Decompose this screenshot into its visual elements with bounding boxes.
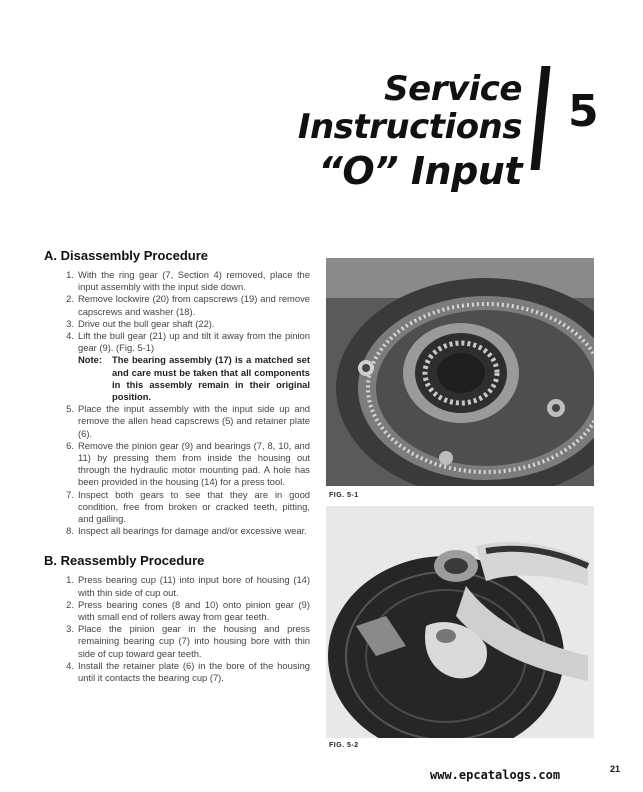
step-text: Install the retainer plate (6) in the bore of the housing until it contacts the bearing cup (7).: [78, 659, 310, 684]
step-number: 2.: [66, 293, 74, 305]
section-b-steps: [44, 574, 310, 684]
list-item: [44, 525, 310, 537]
section-a-steps-continued: [44, 403, 310, 537]
step-number: 1.: [66, 574, 74, 586]
figure-5-1-caption: FIG. 5-1: [329, 492, 359, 499]
step-text: With the ring gear (7, Section 4) removed, place the input assembly with the input side down.: [78, 269, 310, 293]
step-number: 6.: [66, 439, 74, 451]
list-item: [44, 623, 310, 660]
step-number: 1.: [66, 269, 74, 280]
step-number: 5.: [66, 403, 74, 415]
step-text: Lift the bull gear (21) up and tilt it away from the pinion gear (9). (Fig. 5-1): [78, 330, 310, 354]
section-a-heading: A. Disassembly Procedure: [44, 248, 209, 263]
page-title: [150, 70, 522, 194]
step-text: Press bearing cones (8 and 10) onto pinion gear (9) with small end of rollers away from gear teeth.: [78, 598, 310, 623]
step-number: 3.: [66, 317, 74, 329]
step-text: Inspect both gears to see that they are in good condition, free from broken or cracked teeth, pitting, and galling.: [78, 488, 310, 525]
list-item: [44, 489, 310, 526]
step-text: Place the pinion gear in the housing and press remaining bearing cup (7) into housing bore with thin side of cup toward gear teeth.: [78, 623, 310, 659]
step-number: 8.: [66, 525, 74, 537]
list-item: [44, 574, 310, 598]
figure-5-1-photo: [326, 258, 594, 486]
step-text: Remove lockwire (20) from capscrews (19) and remove capscrews and washer (18).: [78, 293, 310, 317]
list-item: [44, 599, 310, 623]
list-item: [44, 293, 310, 317]
title-line-2: “O” Input: [318, 149, 522, 193]
page-number: 21: [610, 764, 621, 774]
section-b-heading: B. Reassembly Procedure: [44, 553, 205, 569]
list-item: [44, 403, 310, 440]
step-number: 2.: [66, 598, 74, 610]
note-block: [44, 354, 310, 403]
figure-5-2-caption: FIG. 5-2: [329, 742, 359, 749]
step-text: Inspect all bearings for damage and/or excessive wear.: [78, 525, 307, 537]
step-text: Press bearing cup (11) into input bore of housing (14) with thin side of cup out.: [78, 574, 310, 598]
website-watermark: www.epcatalogs.com: [430, 768, 561, 782]
step-number: 7.: [66, 488, 74, 500]
step-number: 3.: [66, 623, 74, 635]
step-text: Drive out the bull gear shaft (22).: [78, 317, 215, 329]
list-item: [44, 330, 310, 354]
section-a-steps: [44, 269, 310, 354]
title-divider: [531, 66, 551, 170]
title-line-1: Service Instructions: [297, 69, 522, 147]
note-label: Note:: [78, 354, 102, 366]
step-number: 4.: [66, 659, 74, 671]
step-text: Remove the pinion gear (9) and bearings (7, 8, 10, and 11) by pressing them from inside the housing out through the hydraulic motor mounting pad. A hole has been provided in the housing (14) for a press tool.: [78, 439, 310, 488]
step-text: Place the input assembly with the input side up and remove the allen head capscrews (5) and retainer plate (6).: [78, 403, 310, 439]
chapter-number: 5: [568, 86, 599, 137]
gear-photo-illustration: [326, 258, 594, 486]
list-item: [44, 269, 310, 293]
figure-5-2-photo: [326, 506, 594, 738]
instructions-column: [44, 248, 310, 684]
list-item: [44, 440, 310, 489]
list-item: [44, 318, 310, 330]
note-text: The bearing assembly (17) is a matched set and care must be taken that all components in this assembly remain in their original position.: [112, 354, 310, 403]
step-number: 4.: [66, 330, 74, 342]
bearing-press-illustration: [326, 506, 594, 738]
list-item: [44, 660, 310, 684]
